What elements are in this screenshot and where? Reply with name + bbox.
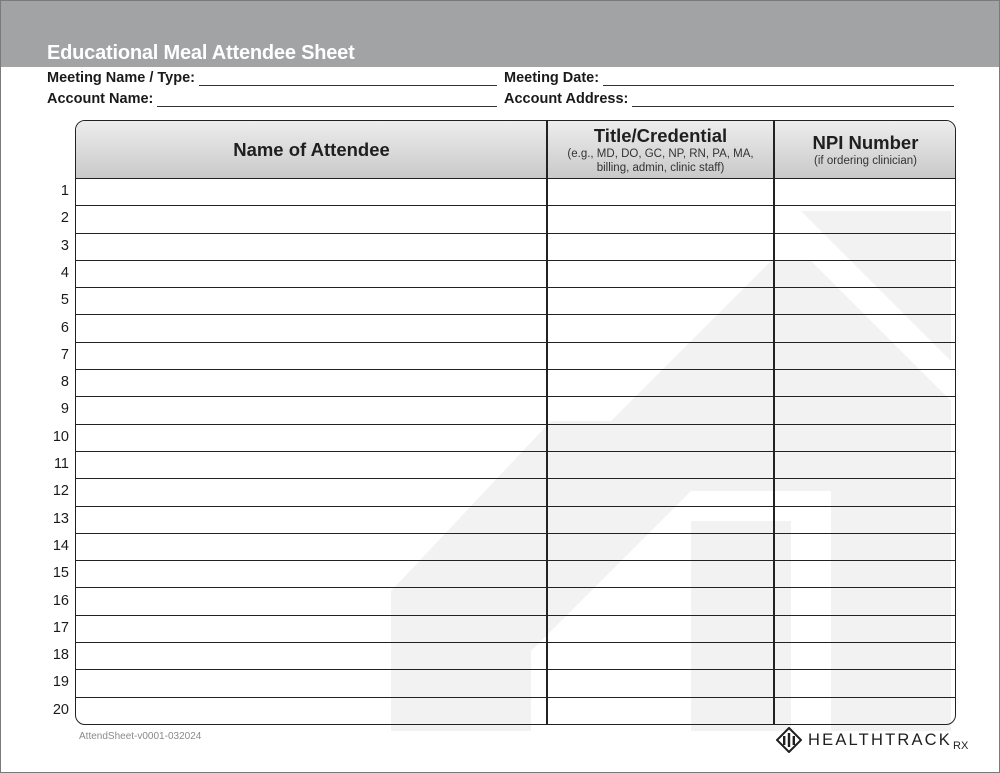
- row-number: 10: [52, 428, 69, 445]
- row-number: 12: [52, 483, 69, 500]
- table-row[interactable]: [76, 670, 956, 697]
- row-number: 8: [60, 374, 69, 391]
- table-row[interactable]: [76, 316, 956, 343]
- document-code: AttendSheet-v0001-032024: [79, 731, 202, 742]
- row-number: 20: [52, 701, 69, 718]
- meeting-name-field[interactable]: [47, 70, 497, 86]
- healthtrack-logo: [776, 727, 968, 753]
- account-name-label: Account Name:: [47, 91, 154, 107]
- logo-wordmark: [808, 731, 968, 750]
- table-row[interactable]: [76, 534, 956, 561]
- table-row[interactable]: [76, 261, 956, 288]
- table-row[interactable]: [76, 206, 956, 233]
- healthtrack-logo-icon: [776, 727, 802, 753]
- table-row[interactable]: [76, 452, 956, 479]
- row-number: 16: [52, 592, 69, 609]
- row-number: 6: [60, 319, 69, 336]
- meeting-date-field[interactable]: [504, 70, 954, 86]
- account-address-label: Account Address:: [504, 91, 629, 107]
- table-row[interactable]: [76, 179, 956, 206]
- row-number: 2: [60, 210, 69, 227]
- table-row[interactable]: [76, 616, 956, 643]
- column-divider: [546, 121, 548, 725]
- table-row[interactable]: [76, 288, 956, 315]
- logo-rx: RX: [953, 739, 969, 752]
- table-row[interactable]: [76, 397, 956, 424]
- row-number: 11: [53, 456, 69, 472]
- column-header-name-title: Name of Attendee: [233, 139, 390, 160]
- row-number: 17: [52, 619, 69, 636]
- row-number: 13: [52, 510, 69, 527]
- row-number: 4: [60, 264, 69, 281]
- meeting-name-label: Meeting Name / Type:: [47, 70, 195, 86]
- column-header-npi: [774, 121, 956, 179]
- account-name-line[interactable]: [157, 95, 497, 107]
- column-header-npi-title: NPI Number: [812, 132, 919, 153]
- row-number: 14: [52, 537, 69, 554]
- column-header-title-credential: [547, 121, 774, 179]
- column-header-title-credential-subtitle: (e.g., MD, DO, GC, NP, RN, PA, MA, billing, admin, clinic staff): [567, 148, 754, 174]
- table-row[interactable]: [76, 425, 956, 452]
- sheet-title: Educational Meal Attendee Sheet: [47, 42, 355, 64]
- row-number: 7: [60, 346, 69, 363]
- table-row[interactable]: [76, 698, 956, 725]
- column-header-name: [76, 121, 547, 179]
- table-row[interactable]: [76, 343, 956, 370]
- table-row[interactable]: [76, 234, 956, 261]
- column-header-npi-subtitle: (if ordering clinician): [814, 155, 917, 167]
- table-row[interactable]: [76, 643, 956, 670]
- row-number: 18: [52, 647, 69, 664]
- row-number: 3: [60, 237, 69, 254]
- account-name-field[interactable]: [47, 91, 497, 107]
- table-row[interactable]: [76, 507, 956, 534]
- table-row[interactable]: [76, 479, 956, 506]
- meeting-date-label: Meeting Date:: [504, 70, 600, 86]
- attendee-table: [75, 120, 956, 725]
- table-header: [76, 121, 956, 179]
- row-number: 1: [60, 183, 69, 199]
- logo-text: HEALTHTRACK: [808, 730, 952, 749]
- table-row[interactable]: [76, 561, 956, 588]
- table-row[interactable]: [76, 370, 956, 397]
- account-address-field[interactable]: [504, 91, 954, 107]
- column-divider: [773, 121, 775, 725]
- account-address-line[interactable]: [632, 95, 954, 107]
- column-header-title-credential-title: Title/Credential: [593, 125, 728, 146]
- table-row[interactable]: [76, 589, 956, 616]
- row-number: 15: [52, 565, 69, 582]
- row-number: 19: [52, 674, 69, 691]
- row-number: 9: [60, 401, 69, 418]
- meeting-date-line[interactable]: [603, 74, 954, 86]
- row-number: 5: [60, 292, 69, 309]
- meeting-name-line[interactable]: [199, 74, 497, 86]
